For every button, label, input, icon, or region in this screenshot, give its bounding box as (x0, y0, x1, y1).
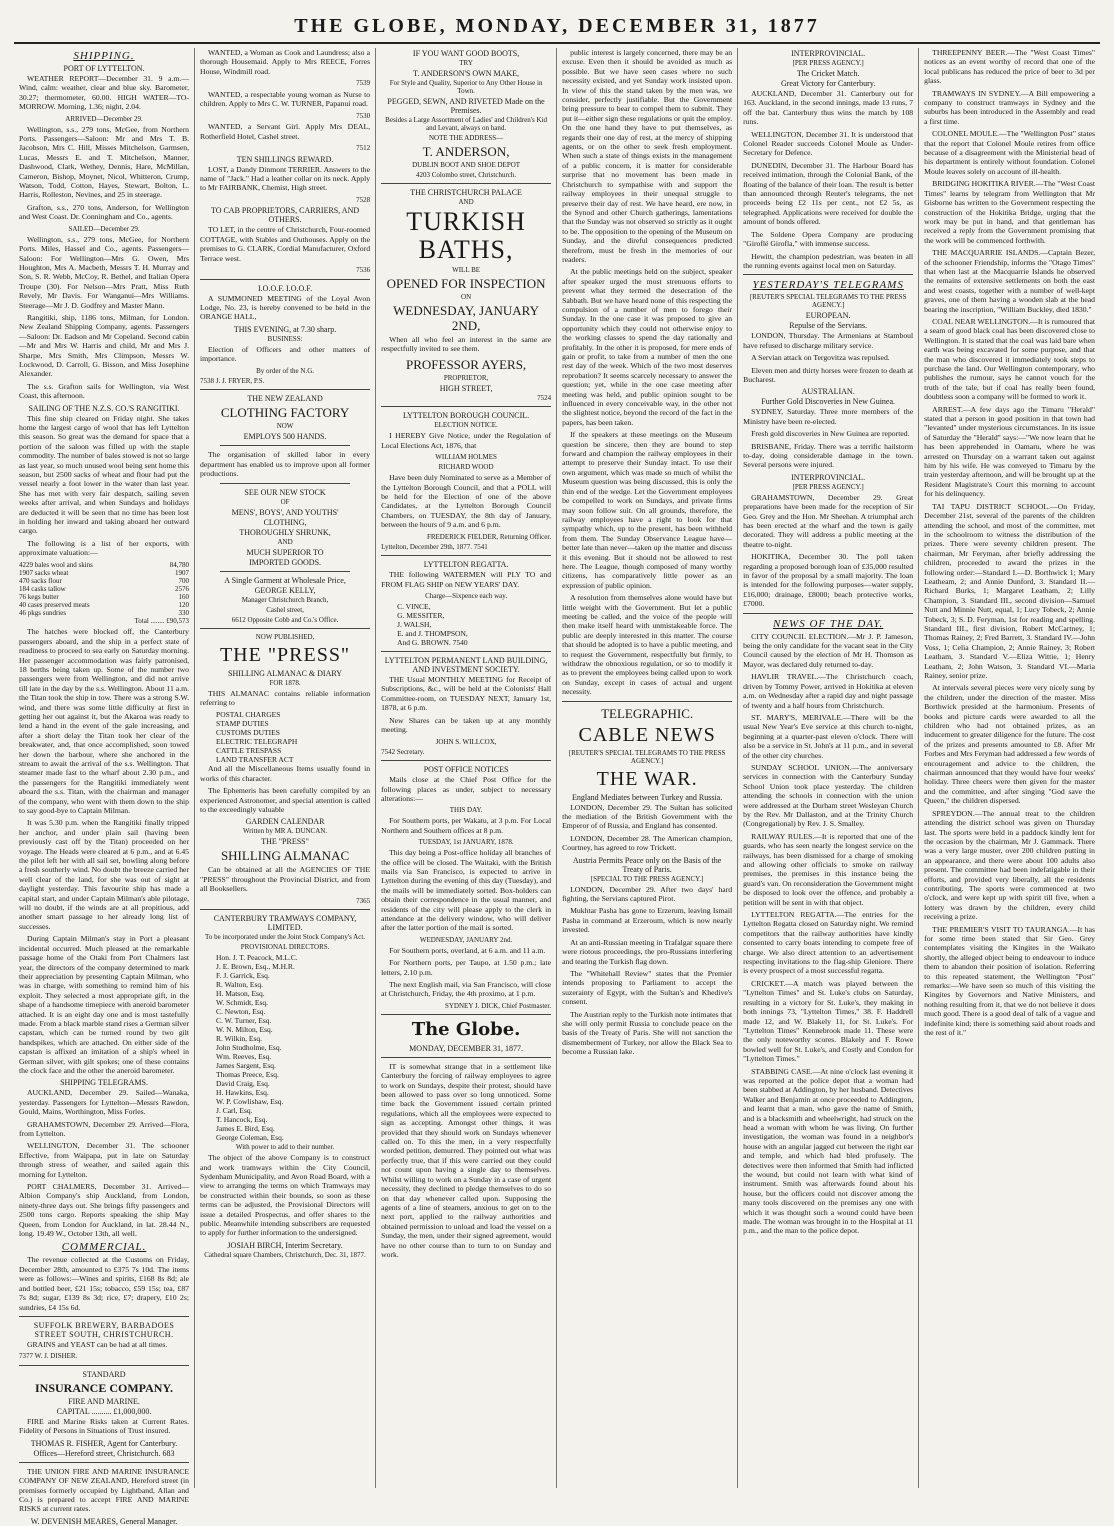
news-para: SYDNEY, Saturday. Three more members of the Ministry have been re-elected. (743, 407, 914, 426)
post-office-para: For Southern ports, overland, at 6 a.m. and 11 a.m. (389, 945, 546, 955)
post-office-para: Mails close at the Chief Post Office for the following places as under, subject to necessary alterations:— (381, 775, 552, 803)
post-office-sign: SYDNEY J. DICK, Chief Postmaster. (444, 1001, 552, 1010)
cargo-value: 1907 (175, 568, 190, 577)
list-item: J. WALSH, (397, 620, 432, 630)
press-ad-body: And all the Miscellaneous Items usually found in works of this character. (200, 764, 371, 783)
list-item: J. Carl, Esq. (216, 1106, 253, 1116)
list-item: ELECTRIC TELEGRAPH (216, 737, 298, 747)
table-row (19, 577, 189, 585)
baths-line: PROPRIETOR, (443, 373, 489, 382)
globe-title: The Globe. (411, 1018, 521, 1040)
news-para: AUCKLAND, December 31. Canterbury out for 163. Auckland, in the second innings, made 13 runs, 7 off the bat. Canterbury thus wins the match by 108 runs. (743, 89, 914, 127)
standard-ad-office: Offices—Hereford street, Christchurch. 683 (33, 1448, 175, 1458)
divider (562, 701, 732, 702)
news-para: SPREYDON.—The annual treat to the children attending the district school was given on Thursday last. The sports were held in a paddock kindly lent for the occasion by the chairman, Mr J. Gammack. There was a very large muster, over 200 children putting in an appearance, and there were about 100 adults also present. The committee had been indefatigable in their efforts, and provided very liberally, all the residents contributing. The sports were commenced at two o'clock, and were kept up with spirit till five, when a lottery was drawn by the children, every child receiving a prize. (924, 808, 1096, 922)
tramways-line: With power to add to their number. (235, 1143, 335, 1152)
council-title: LYTTELTON BOROUGH COUNCIL. (403, 411, 530, 421)
commercial-heading: COMMERCIAL. (61, 1241, 147, 1254)
list-item: LAND TRANSFER ACT (216, 755, 294, 765)
cargo-item: 470 sacks flour (19, 576, 62, 585)
list-item: W. Schmidt, Esq. (216, 998, 269, 1008)
cargo-value: 120 (178, 600, 190, 609)
press-ad-line: GARDEN CALENDAR (245, 817, 325, 827)
list-item: H. Hawkins, Esq. (216, 1088, 269, 1098)
boot-ad-line: PEGGED, SEWN, AND RIVETED Made on the Premises. (387, 97, 545, 115)
post-office-para: The next English mail, via San Francisco, will close at Christchurch, Friday, the 4th proximo, at 1 p.m. (381, 980, 552, 999)
list-item: George Coleman, Esq. (216, 1133, 284, 1143)
agency-note: [PER PRESS AGENCY.] (792, 59, 864, 67)
ad-number: 7528 (356, 195, 371, 204)
news-para: At intervals several pieces were very nicely sung by the children, under the direction of the master. Miss Borthwick presided at the harmonium. Presents of books and picture cards were awarded to all the children who had not obtained prizes, as an inducement to greater diligence for the future. The cost of the prizes and presents amounted to £8. After Mr Forbes and Mrs Feryman had addressed a few words of encouragement and advice to the children, the chairman announced that they would have four weeks' holiday. Three cheers were then given for the master and the committee, and after singing "God save the Queen," the children dispersed. (924, 683, 1096, 806)
gold-heading: Further Gold Discoveries in New Guinea. (761, 397, 896, 407)
weather-report: WEATHER REPORT—December 31. 9 a.m.—Wind, calm: weather, clear and blue sky. Barometer, 30.27; thermometer, 60.00. HIGH WATER—TO-MORROW. Morning, 1.36; night, 2.04. (19, 74, 190, 112)
boot-ad-line: For Style and Quality, Superior to Any Other House in Town. (389, 79, 543, 95)
clothing-line: SEE OUR NEW STOCK (244, 487, 326, 497)
boot-ad-line: TRY (459, 59, 473, 67)
telegram-para: Mukhtar Pasha has gone to Erzerum, leaving Ismail Pasha in command at Erzeroum, which is now nearly invested. (562, 906, 733, 935)
ad-number: 7536 (356, 266, 371, 275)
news-para: BRIDGING HOKITIKA RIVER.—The "West Coast Times" learns by telegram from Wellington that Mr Gisborne has written to the Government respecting the construction of the Hokitika Bridge, urging that the work may be put in hand, and that gentleman has received a reply from the Government promising that the work will be commenced forthwith. (924, 179, 1096, 245)
clothing-line: MENS', BOYS', AND YOUTHS' (231, 507, 339, 517)
list-item: John Studholme, Esq. (216, 1043, 282, 1053)
tramways-line: PROVISIONAL DIRECTORS. (240, 943, 330, 952)
reuters-note: [REUTER'S SPECIAL TELEGRAMS TO THE PRESS AGENCY.] (568, 748, 726, 765)
list-item: David Craig, Esq. (216, 1079, 270, 1089)
clothing-line: OF (280, 497, 290, 506)
news-para: ARREST.—A few days ago the Timaru "Herald" stated that a person in good position in that town had "levanted" under mysterious circumstances. In its issue of Saturday the "Herald" says:—"We now learn that he has been apprehended in Oamaru, where he was arrested on Thursday on a warrant taken out against him by his wife. He was conveyed to Timaru by the train yesterday afternoon, and will be brought up at the Resident Magistrate's Court this morning to account for his delinquency. (924, 404, 1096, 499)
iof-detail: Election of Officers and other matters of importance. (200, 344, 371, 364)
ad-number: 7530 (356, 111, 371, 120)
press-ad-title: SHILLING ALMANAC (220, 848, 350, 864)
news-para: THE PREMIER'S VISIT TO TAURANGA.—It has for some time been stated that Sir Geo. Grey contemplates visiting the Kingites in the Waikato shortly, the alleged object being to endeavour to induce them to abandon their position of isolation. Referring to this repeated statement, the Wellington "Post" remarks:—We have seen so much of this visiting the Kingites by Governors and Native Ministers, and nothing resulting from it, that we do not believe it does much good. There is a good deal of talk of a vague and indefinite kind; there is something said about roads and the rest of it." (924, 924, 1096, 1038)
clothing-line: MUCH SUPERIOR TO (246, 547, 324, 557)
clothing-line: 6612 Opposite Cobb and Co.'s Office. (231, 615, 339, 624)
council-body: Have been duly Nominated to serve as a Member of the Lyttelton Borough Council, and that a POLL will be held for the Election of one of the above Candidates, at the Lyttelton Borough Council Chambers, on TUESDAY, the 8th day of January, between the hours of 9 a.m. and 6 p.m. (381, 473, 552, 530)
council-candidate: WILLIAM HOLMES (435, 453, 497, 462)
directors-list (200, 953, 370, 1142)
press-ad-body: Can be obtained at all the AGENCIES OF THE "PRESS" throughout the Provincial District, and from all Booksellers. (200, 865, 371, 894)
council-line: ELECTION NOTICE. (434, 421, 498, 430)
table-row (19, 609, 189, 617)
news-para: Fresh gold discoveries in New Guinea are reported. (751, 429, 910, 439)
baths-line: WILL BE (452, 266, 481, 274)
sailed-heading: SAILED—December 29. (68, 224, 140, 233)
news-para: THE MACQUARRIE ISLANDS.—Captain Bezer, of the schooner Friendship, informs the "Otago Times" that when last at the Macquarrie Islands he observed the remains of extensive settlements on both the east and west coasts, together with a number of well-kept graves, one of them having a wooden slab at the head bearing the inscription, "William Buckley, died 1830." (924, 248, 1096, 314)
iof-time: THIS EVENING, at 7.30 sharp. (233, 324, 337, 334)
divider (381, 183, 551, 184)
divider (200, 279, 370, 280)
iof-sign: 7538 J. J. FRYER, P.S. (200, 376, 265, 385)
press-ad-body: The Ephemeris has been carefully compiled by an experienced Astronomer, and special attention is called to the exceedingly valuable (200, 786, 371, 814)
list-item: STAMP DUTIES (216, 719, 269, 729)
list-item: And G. BROWN. 7540 (397, 638, 468, 648)
baths-line: OPENED FOR INSPECTION (386, 276, 546, 291)
table-row (19, 569, 189, 577)
list-item: CUSTOMS DUTIES (216, 728, 280, 738)
columns (14, 48, 1100, 1526)
divider (19, 1316, 189, 1317)
war-subheading: Austria Permits Peace only on the Basis of the Treaty of Paris. (572, 855, 722, 874)
table-row (19, 585, 189, 593)
telegraphic-heading: TELEGRAPHIC. (601, 705, 694, 721)
clothing-line: THE NEW ZEALAND (247, 394, 323, 404)
table-row (19, 593, 189, 601)
divider (220, 571, 350, 572)
list-item: Wm. Reeves, Esq. (216, 1052, 272, 1062)
boot-ad-line: NOTE THE ADDRESS— (429, 134, 504, 142)
editorial-para: At the public meetings held on the subject, speaker after speaker urged the most strenuous efforts to prevent what they termed the desecration of the Sabbath. But we have heard none of this respecting the compulsion of a number of men to forego their Sunday. In the one case it was proposed to give an opportunity which they could not otherwise enjoy to the working classes to spend the day rationally and profitably. In the other it is proposed, for mere ends of gain or profit, to take from a number of men the one rest day of the week. Which of the two most deserves reprobation? It seems scarcely necessary to answer the question; yet, while in the one case meeting after meeting was held, and public opinion sought to be influenced in every conceivable way, in the other not the slightest notice, beyond the record of the fact in the papers, has been taken. (562, 267, 733, 427)
suffolk-ad-sign: 7377 W. J. DISHER. (19, 1352, 78, 1361)
classified-ad: WANTED, a Woman as Cook and Laundress; also a thorough Housemaid. Apply to Mrs REECE, Forres House, Windmill road. (200, 48, 371, 76)
australian-heading: AUSTRALIAN. (801, 387, 855, 397)
agency-note: [SPECIAL TO THE PRESS AGENCY.] (590, 874, 704, 883)
clothing-line: Manager Christchurch Branch, (241, 595, 329, 604)
press-ad-title: THE "PRESS" (219, 643, 351, 666)
cab-ad: TO LET, in the centre of Christchurch, Four-roomed COTTAGE, with Stables and Outhouses. Apply on the premises to G. CLARK, Cordial Manufacturer, Oxford Terrace west. (200, 225, 371, 263)
tramways-sign: JOSIAH BIRCH, Interim Secretary. (227, 1240, 343, 1250)
shipping-para: Wellington, s.s., 279 tons, McGee, for Northern Ports. Miles, Hassel and Co., agents. Passengers—Saloon: For Wellington—Mrs G. Owen, Mrs Houghton, Mrs A. Macbeth, Messrs T. H. Murray and Son, S. R. Webb, McCoy, R. Bethel, and Italian Opera Troupe (30). For Nelson—Mrs Pratt, Miss Ruth Revely, Mr Davis. For Wanganui—Mrs Williams. Steerage—Mr J. D. Godfrey and Master Mann. (19, 234, 190, 310)
shipping-para: Rangitiki, ship, 1186 tons, Milman, for London. New Zealand Shipping Company, agents. Passengers—Saloon: Dr. Eadson and Mr Copeland. Second cabin—Mr and Mrs W. Harris and child, Mr and Mrs J. Sharpe, Mrs Smith, Mrs Climpson, Messrs W. Lockwood, D. Carroll, G. Bisson, and Miss Josephine Alexander. (19, 312, 190, 379)
standard-ad-3: FIRE AND MARINE. (68, 1396, 140, 1406)
iof-order: By order of the N.G. (256, 366, 315, 375)
shipping-telegrams-heading: SHIPPING TELEGRAMS. (60, 1078, 148, 1088)
article-para: This fine ship cleared on Friday night. She takes home the largest cargo of wool that has left Lyttelton this season. So great was the demand for space that a portion of the saloon was filled up with the staple commodity. The number of bales stowed is not so large as last year, so much unused wool being sent home this season, but 2500 sacks of wheat and flour had put the vessel nearly a foot lower in the water than last year. She has met with very fair despatch, sailing seven weeks after arrival, and when Sundays and holidays are deducted it will be seen that no time has been lost in holding her inward and taking aboard her outward cargo. (19, 413, 190, 536)
baths-body: When all who feel an interest in the same are respectfully invited to see them. (381, 335, 552, 354)
divider (743, 274, 913, 275)
regatta-title: LYTTELTON REGATTA. (423, 560, 509, 570)
news-para: TRAMWAYS IN SYDNEY.—A Bill empowering a company to construct tramways in Sydney and the suburbs has been introduced in the Assembly and read a first time. (924, 88, 1096, 126)
divider (381, 406, 551, 407)
agency-note: [PER PRESS AGENCY.] (792, 482, 864, 491)
divider (381, 1057, 551, 1058)
list-item: CATTLE TRESPASS (216, 746, 282, 756)
news-para: RAILWAY RULES.—It is reported that one of the guards, who has seen nearly the longest service on the railways, has been dismissed for a charge of smoking and allowing other officials to smoke on railway premises, the premises in this instance being the guard's van. On reconsideration the Government might be disposed to look over the offence, and probably a petition will be sent in with that object. (743, 831, 914, 907)
servians-heading: Repulse of the Servians. (789, 321, 868, 331)
boot-ad-title: T. ANDERSON, (422, 144, 510, 159)
news-para: SUNDAY SCHOOL UNION.—The anniversary services in connection with the Canterbury Sunday School Union took place yesterday. The children attending the schools in connection with the union were addressed at the Durham street Wesleyan Church by the Rev. Mr Dallaston, and at the Trinity Church (Congregational) by Rev. J. S. Smalley. (743, 762, 914, 829)
article-para: During Captain Milman's stay in Port a pleasant incidental occurred. Much pleased at the remarkable passage home of the Otaki from Port Chalmers last year, the directors of the company determined to mark their appreciation by presenting Captain Milman, who was in charge, with something to remind him of his exploit. They selected a most appropriate gift, in the shape of a handsome timepiece with aneroid barometer attached. It is an eight day one and is most tastefully made. From a black marble stand rises a German silver capstan, which can be turned round by two gilt handspikes, which are attached. On either side of the capstan is affixed an imitation of a ship's wheel in German silver, with gilt spokes; one of these contains the clock face and the other the aneroid barometer. (19, 934, 190, 1075)
ad-number: 7365 (356, 896, 371, 905)
baths-proprietor: PROFESSOR AYERS, (405, 356, 527, 372)
article-para: It was 5.30 p.m. when the Rangitiki finally tripped her anchor, and under plain sail (having been previously cast off by the Titan) proceeded on her voyage. The Heads were cleared at 6 p.m., and at 6.45 the pilot left her with all sail set, bowling along before a fresh southerly wind. No doubt the breeze carried her well clear of the land, for she was out of sight at daylight yesterday. This favourite ship has made a capital start, and under Captain Milman's able pilotage, will no doubt, if the winds are at all propitious, add another smart passage to her already long list of successes. (19, 818, 190, 931)
list-item: James E. Bird, Esq. (216, 1124, 275, 1134)
telegram-para: The Austrian reply to the Turkish note intimates that she will only permit Russia to conclude peace on the basis of the Treaty of Paris. She will not sanction the dismemberment of Turkey, nor allow the Black Sea to become a Russian lake. (562, 1009, 733, 1057)
column-2 (195, 48, 376, 1488)
clothing-title: CLOTHING FACTORY (220, 405, 350, 421)
baths-title: TURKISH BATHS, (406, 207, 526, 264)
shipping-para: Wellington, s.s., 279 tons, McGee, from Northern Ports. Passengers—Saloon: Mr and Mrs T. B. Jacobson, Mrs C. Hill, Misses Mitchelson, Garmsen, Lucas, Messrs E. and T. Mitchelson, Manner, Dashwood, Clark, Wethey, Dennis, Hare, McMillan, Cameron, Bishop, Moynet, Nicol, Whitteron, Crump, Watson, Todd, Cotton, Hayes, Stewart, Bolton, L. Harris, Rolleston, Nevines, and 25 in steerage. (19, 124, 190, 200)
news-para: STABBING CASE.—At nine o'clock last evening it was reported at the police depot that a woman had been stabbed at Addington, by her husband. Detectives Walker and Benjamin at once proceeded to Addington, and learnt that a man, who gave the name of Smith, and is a blacksmith and wheelwright, had struck on the head a woman with whom he was living. On further investigation, the woman was found in a neighbor's house with an angular jagged cut between the right ear and temple, and which had bled profusely. The detectives were then informed that Smith had inflicted the wound, but could not learn with what kind of instrument. Smith was afterwards found about his house, but the officers could not discover among the many tools discovered on the premises any one with which it was thought such a wound could have been made. The woman was brought in to the Hospital at 11 p.m., and the man to the police depot. (743, 1066, 914, 1236)
boot-ad-line: T. ANDERSON'S OWN MAKE, (413, 69, 520, 78)
news-para: HAVLIR TRAVEL.—The Christchurch coach, driven by Tommy Power, arrived in Hokitika at eleven a.m. on Wednesday after a rapid day and night passage of twenty and a half hours from Christchurch. (743, 672, 914, 710)
news-para: CRICKET.—A match was played between the "Lyttelton Times" and St. Luke's clubs on Saturday, resulting in a victory for St. Luke's, they making in both innings 73, "Lyttelton Times," 38. F. Haddrell made 12, and W. Blakely 11, for St. Luke's. For "Lyttelton Times" Kennebrook made 11. These were the only noteworthy scores. Blakely and F. Rowe bowled well for St. Luke's, and Costly and Condon for "Lyttelton Times." (743, 978, 914, 1064)
list-item: C. VINCE, (397, 602, 431, 612)
divider (220, 445, 350, 446)
cab-heading: TO CAB PROPRIETORS, CARRIERS, AND OTHERS. (210, 206, 360, 225)
european-heading: EUROPEAN. (805, 311, 851, 321)
shipping-para: Grafton, s.s., 270 tons, Anderson, for Wellington and West Coast. Dr. Conningham and Co., agents. (19, 202, 190, 222)
news-para: CITY COUNCIL ELECTION.—Mr J. P. Jameson, being the only candidate for the vacant seat in the City Council caused by the election of Mr H. Thomson as Mayor, was declared duly returned to-day. (743, 631, 914, 669)
telegram-para: WELLINGTON, December 31. The schooner Effective, from Waipapa, put in late on Saturday through stress of weather, and sailed again this morning for Lyttelton. (19, 1141, 190, 1179)
cricket-heading: The Cricket Match. (796, 69, 860, 78)
divider (220, 483, 350, 484)
news-para: HOKITIKA, December 30. The poll taken regarding a proposed borough loan of £35,000 resulted in favor of the proposal by a small majority. The loan is intended for the following purposes—water supply, £16,000; drainage, £8000; beach protective works, £7000. (743, 552, 914, 609)
table-row (19, 561, 189, 569)
telegram-para: AUCKLAND, December 29. Sailed—Wanaka, yesterday. Passengers for Lyttelton—Messrs Rawdon, Gould, Mains, Worthington, Miss Forles. (19, 1088, 190, 1117)
rangitiki-heading: SAILING OF THE N.Z.S. CO.'S RANGITIKI. (28, 403, 180, 413)
list-item: Thomas Preece, Esq. (216, 1070, 279, 1080)
divider (743, 613, 913, 614)
reward-ad: LOST, a Dandy Dinmont TERRIER. Answers to the name of "Jack." Had a leather collar on its neck. Apply to Mr FAIRBANK, Chemist, High street. (200, 164, 371, 193)
telegram-para: At an anti-Russian meeting in Trafalgar square there were riotous proceedings, the pro-Russians interfering and tearing the Turkish flag down. (562, 937, 733, 966)
clothing-line: Cashel street, (266, 605, 304, 614)
cargo-value: 84,780 (169, 560, 190, 569)
interprovincial-heading: INTERPROVINCIAL. (791, 49, 866, 58)
baths-line: HIGH STREET, (439, 383, 493, 393)
union-ad-sign: W. DEVENISH MEARES, General Manager. (30, 1516, 178, 1526)
telegram-para: GRAHAMSTOWN, December 29. Arrived—Flora, from Lyttelton. (19, 1119, 190, 1138)
list-item: Hon. J. T. Peacock, M.L.C. (216, 953, 298, 963)
baths-line: WEDNESDAY, JANUARY 2ND, (393, 303, 540, 333)
council-date: Lyttelton, December 29th, 1877. 7541 (381, 542, 488, 551)
cable-news-heading: CABLE NEWS (578, 723, 716, 746)
war-heading: THE WAR. (596, 767, 698, 790)
clothing-line: THOROUGHLY SHRUNK, (239, 527, 331, 537)
list-item: C. W. Turner, Esq. (216, 1016, 272, 1026)
shipping-heading: SHIPPING. (73, 50, 135, 62)
society-title: LYTTELTON PERMANENT LAND BUILDING, AND INVESTMENT SOCIETY. (384, 656, 548, 675)
cargo-value: 330 (178, 608, 190, 617)
tramways-line: To be incorporated under the Joint Stock Company's Act. (205, 933, 366, 942)
list-item: F. J. Garrick, Esq. (216, 971, 270, 981)
standard-ad-capital: CAPITAL .......... £1,000,000. (56, 1406, 152, 1416)
list-item: E. and J. THOMPSON, (397, 629, 468, 639)
post-office-day: TUESDAY, 1st JANUARY, 1878. (418, 838, 514, 847)
divider (381, 651, 551, 652)
shipping-para: The s.s. Grafton sails for Wellington, via West Coast, this afternoon. (19, 381, 190, 401)
society-sign: 7542 Secretary. (381, 747, 425, 756)
divider (381, 760, 551, 761)
column-1 (14, 48, 195, 1526)
news-of-the-day-heading: NEWS OF THE DAY. (772, 617, 884, 630)
cricket-subheading: Great Victory for Canterbury. (780, 79, 876, 88)
list-item: G. MESSITER, (397, 611, 445, 621)
list-item: C. Newton, Esq. (216, 1007, 266, 1017)
editorial-para: A resolution from themselves alone would have but little weight with the Government. But let a public meeting be called, and the voice of the people will then make itself heard with unmistakeable force. The public are deeply interested in this matter. The course that should be adopted is to have a public meeting, and to request the Government, respectfully but firmly, to withdraw the obnoxious regulation, or so to modify it as to prevent the employees being called upon to work on Sunday, except in cases of actual and urgent necessity. (562, 593, 733, 697)
cargo-item: 40 cases preserved meats (19, 600, 90, 609)
news-para: BRISBANE, Friday. There was a terrific hailstorm to-day, doing considerable damage in the town. Several persons were injured. (743, 441, 914, 470)
news-para: ST. MARY'S, MERIVALE.—There will be the usual New Year's Eve service at this church to-night, beginning at a quarter-past eleven o'clock. There will also be a service in St. John's at 11 p.m., and in several of the other city churches. (743, 712, 914, 760)
clothing-line: NOW (276, 422, 294, 431)
divider (19, 1365, 189, 1366)
press-ad-body: THIS ALMANAC contains reliable information referring to (200, 688, 371, 707)
cargo-value: 2576 (175, 584, 190, 593)
clothing-line: EMPLOYS 500 HANDS. (243, 432, 327, 442)
telegram-para: PORT CHALMERS, December 31. Arrived—Albion Company's ship Auckland, from London, ninety-three days out. She brings fifty passengers and 2500 tons cargo. Reports speaking the ship May Queen, from London for Auckland, in lat. 28.44 N., long. 19.49 W., October 13th, all well. (19, 1182, 190, 1239)
list-item: T. Hancock, Esq. (216, 1115, 268, 1125)
war-subheading: England Mediates between Turkey and Russia. (572, 792, 723, 802)
list-item: R. Walton, Esq. (216, 980, 263, 990)
standard-ad-body: FIRE and Marine Risks taken at Current Rates. Fidelity of Persons in Situations of Trust insured. (19, 1416, 190, 1436)
regatta-body: THE following WATERMEN will PLY TO and FROM FLAG SHIP on NEW YEARS' DAY. (381, 570, 552, 589)
boot-ad-line: 4203 Colombo street, Christchurch. (416, 171, 517, 179)
news-para: GRAHAMSTOWN, December 29. Great preparations have been made for the reception of Sir Geo. Grey and the Hon. Mr Sheehan. A triumphal arch has been erected at the wharf and the town is gaily decorated. They will address a public meeting at the theatre to-night. (743, 492, 914, 549)
boot-ad-line: DUBLIN BOOT AND SHOE DEPOT (412, 161, 521, 169)
list-item: R. Wilkin, Esq. (216, 1034, 263, 1044)
clothing-line: AND (277, 537, 293, 546)
standard-ad-1: STANDARD (82, 1369, 126, 1379)
classified-ad: WANTED, a Servant Girl. Apply Mrs DEAL, Rotherfield Hotel, Cashel street. (200, 122, 371, 141)
iof-heading: I.O.O.F. I.O.O.F. (258, 283, 313, 293)
article-para: The hatches were blocked off, the Canterbury passengers aboard, and the ship in a perfect state of readiness to proceed to sea early on Saturday morning. Her passenger accommodation was fairly patronised, 18 berths being taken up. Some of the number two passengers were from Wellington, and did not arrive till late in the day by the s.s. Wellington. About 11 a.m. the Titan took the ship in tow. There was a strong S.W. wind, and there was some little difficulty at first in getting her out against it, but the Akaroa was ready to lend a hand in the event of the gale increasing, and after a short delay the Titan took her clear of the breakwater, and, that once accomplished, soon towed her down the harbour, where she anchored in the stream to await the arrival of the s.s. Wellington. That steamer made fast to the wharf about 2.30 p.m., and the passengers for the Rangitiki immediately went aboard the s.s. Titan, with the chairman and manager of the company, who went with them down to the ship to say good-bye to Captain Milman. (19, 627, 190, 815)
regatta-charge: Charge—Sixpence each way. (425, 592, 508, 601)
clothing-line: IMPORTED GOODS. (249, 557, 322, 567)
baths-line: AND (458, 198, 474, 206)
divider (381, 555, 551, 556)
reuters-note: [REUTER'S SPECIAL TELEGRAMS TO THE PRESS AGENCY.] (749, 293, 907, 310)
column-4 (557, 48, 738, 1488)
list-item: James Sargent, Esq. (216, 1061, 276, 1071)
news-para: DUNEDIN, December 31. The Harbour Board has received intimation, through the Colonial Bank, of the floating of the balance of their loan. The result is better than announced through Reuter's telegrams, the net proceeds being £2 11s per cent., not £2 5s, as telegraphed. Applications were received for double the amount of bonds offered. (743, 160, 914, 227)
clothing-line: CLOTHING, (263, 517, 307, 527)
baths-line: THE CHRISTCHURCH PALACE (410, 188, 522, 197)
cargo-item: 46 pkgs sundries (19, 608, 67, 617)
divider (381, 1014, 551, 1015)
telegram-para: LONDON, December 28. The American champion, Courtney, has agreed to row Trickett. (562, 833, 733, 853)
editorial-para: IT is somewhat strange that in a settlement like Canterbury the forcing of railway employees to agree to work on Sundays, despite their protest, should have been allowed to pass over so long unnoticed. Some time back the Government issued certain printed regulations, which all the employees were expected to sign as accepting. Amongst other things, it was provided that they should work on Sundays whenever called on. To this the men, in a very respectfully worded petition, demurred. They pointed out what was perfectly true, that if this were carried out they could not count upon having a single day to themselves. Whilst willing to work on a Sunday in a case of urgent necessity, they declined to pledge themselves to do so on that day whenever called upon. Supposing the agents of a line of steamers, anxious to get on to the next port, applied to the railway authorities and obtained permission to unload and load the vessel on a Sunday, the men, under their signed agreement, would have no other course than to turn to on Sunday and work. (381, 1061, 552, 1259)
council-candidate: RICHARD WOOD (438, 463, 494, 472)
boot-ad-line: Besides a Large Assortment of Ladies' and Children's Kid and Levant, always on hand. (385, 116, 547, 132)
post-office-para: This day being a Post-office holiday all branches of the office will be closed. The Waitaki, with the British mails via San Francisco, is expected to arrive in Lyttelton during the evening of this day (Tuesday), and the mails will be immediately sorted. Box-holders can obtain their correspondence in the usual manner, and residents of the city will please apply to the clerk in attendance at the delivery window, who will deliver after the latter portion of the mail is sorted. (381, 848, 552, 933)
classified-ad: WANTED, a respectable young woman as Nurse to children. Apply to Mrs C. W. TURNER, Papanui road. (200, 89, 371, 109)
news-para: TAI TAPU DISTRICT SCHOOL.—On Friday, December 21st, several of the parents of the children attending the school, and most of the committee, met in the schoolroom to witness the distribution of the prizes. There were seventy children present. The chairman, Mr Feryman, after briefly addressing the children, proceeded to award the prizes in the following order:—Standard I.—D. Borthwick 1; Mary Leatheam, 2; and Annie Dunford, 3. Standard II.—Richard Burks, 1; Margaret Leatham, 2; Lilly Champion, 3. Standard III., second division—Samuel Nutt and Minnie Nutt, equal, 1; Lucy Tobeck, 2; Annie Tobeck, 3; S. D. Feryman, 1st for reading and spelling. Standard III., first division, Robert McCartney, 1; Thomas Rainey, 2; Fred Barrett, 3. Standard IV.—John Voss, 1; Celia Champion, 2; Annie Rainey, 3; Robert Leatham, 3. Standard V.—Eliza Wittie, 1; Henry Leatham, 2; John Watson, 3. Standard VI.—Maria Rainey, senior prize. (924, 501, 1096, 680)
news-para: COLONEL MOULE.—The "Wellington Post" states that the report that Colonel Moule retires from office because of a disagreement with the Ministerial head of his department is entirely without foundation. Colonel Moule leaves solely on account of ill-health. (924, 129, 1096, 176)
press-ad-line: Written by MR A. DUNCAN. (242, 827, 328, 836)
baths-line: ON (461, 293, 472, 301)
post-office-para: For Northern ports, per Taupo, at 1.50 p.m.; late letters, 2.10 p.m. (381, 958, 552, 977)
cargo-item: 184 casks tallow (19, 584, 66, 593)
divider (200, 909, 370, 910)
tramways-sign: Cathedral square Chambers, Christchurch, Dec. 31, 1877. (204, 1250, 366, 1259)
news-para: LYTTELTON REGATTA.—The entries for the Lyttelton Regatta closed on Saturday night. We remind competitors that the railway authorities have kindly consented to carry boats intending to compete free of charge. We also direct attention to an advertisement respecting invitations to the flag-ship Gleniore. There is every prospect of a most successful regatta. (743, 910, 914, 976)
list-item: W. N. Milton, Esq. (216, 1025, 273, 1035)
watermen-list (381, 602, 551, 647)
ad-number: 7524 (537, 393, 552, 402)
column-6 (919, 48, 1100, 1488)
article-para: The following is a list of her exports, with approximate valuation:— (19, 538, 190, 558)
suffolk-ad-subtitle: STREET SOUTH, CHRISTCHURCH. (34, 1330, 174, 1340)
suffolk-ad-body: GRAINS and YEAST can be had at all times. (27, 1339, 168, 1349)
reward-heading: TEN SHILLINGS REWARD. (236, 154, 334, 164)
arrived-heading: ARRIVED—December 29. (65, 114, 143, 123)
cargo-value: 160 (178, 592, 190, 601)
iof-business: BUSINESS: (267, 334, 303, 343)
press-ad-line: SHILLING ALMANAC & DIARY (228, 668, 343, 678)
commercial-para: The revenue collected at the Customs on Friday, December 28th, amounted to £375 7s 10d. The items were as follows:—Wines and spirits, £168 8s 8d; ale and bottled beer, £21 15s; tobacco, £59 15s; tea, £87 7s 8d; sugar, £139 8s 3d; rice, £7; drapery, £10 2s; sundries, £4 15s 6d. (19, 1255, 190, 1312)
standard-ad-agent: THOMAS R. FISHER, Agent for Canterbury. (30, 1438, 178, 1448)
council-sign: FREDERICK FIELDER, Returning Officer. (426, 532, 552, 541)
boot-ad-line: IF YOU WANT GOOD BOOTS, (412, 49, 520, 58)
cargo-item: 76 kegs butter (19, 592, 59, 601)
society-body: New Shares can be taken up at any monthly meeting. (381, 715, 552, 735)
ad-number: 7539 (356, 79, 371, 88)
news-para: A Servian attack on Tergovitza was repulsed. (751, 353, 890, 363)
news-para: COAL NEAR WELLINGTON.—It is rumoured that a seam of good black coal has been discovered close to Wellington. It is stated that the coal was laid bare when earth was being excavated for some purpose, and that the man who discovered it immediately took steps to purchase the land. Our Wellington contemporary, who publishes the rumour, says he cannot vouch for the truth of the tale, but if coal has really been found, doubtless soon a company will be formed to work it. (924, 316, 1096, 402)
post-office-day: WEDNESDAY, JANUARY 2nd. (419, 935, 513, 944)
news-para: Eleven men and thirty horses were frozen to death at Bucharest. (743, 365, 914, 384)
masthead: THE GLOBE, MONDAY, DECEMBER 31, 1877 (294, 15, 820, 37)
society-body: THE Usual MONTHLY MEETING for Receipt of Subscriptions, &c., will be held at the Colonists' Hall Committee-room, on TUESDAY NEXT, January 1st, 1878, at 6 p.m. (381, 675, 552, 713)
interprovincial-heading: INTERPROVINCIAL. (791, 472, 866, 482)
press-ad-line: THE "PRESS" (261, 837, 309, 847)
news-para: THREEPENNY BEER.—The "West Coast Times" notices as an event worthy of record that one of the local publicans has reduced the price of beer to 3d per glass. (924, 48, 1096, 86)
list-item: J. E. Brown, Esq., M.H.R. (216, 962, 295, 972)
clothing-line: A Single Garment at Wholesale Price, (224, 575, 346, 585)
cargo-table (19, 561, 189, 617)
list-item: POSTAL CHARGES (216, 710, 281, 720)
union-ad-body: THE UNION FIRE AND MARINE INSURANCE COMPANY OF NEW ZEALAND, Hereford street (in premises formerly occupied by Lightband, Allan and Co.) is prepared to accept FIRE AND MARINE RISKS at current rates. (19, 1466, 190, 1514)
ad-number: 7512 (356, 144, 371, 153)
news-para: Hewitt, the champion pedestrian, was beaten in all the running events against local men on Saturday. (743, 251, 914, 270)
standard-ad-title: INSURANCE COMPANY. (35, 1380, 174, 1395)
telegram-para: LONDON, December 29. The Sultan has solicited the mediation of the British Government with the Emperor of of Russia, and England has consented. (562, 802, 733, 831)
divider (200, 628, 370, 629)
yesterdays-telegrams-heading: YESTERDAY'S TELEGRAMS (752, 279, 904, 292)
editorial-para: If the speakers at these meetings on the Museum question be sincere, then they are bound to step forward and champion the railway employees in their attempt to preserve their Sunday intact. To use their own argument, which was made so much of whilst the Museum question was being discussed, this is only the thin end of the wedge. Let the Government employees be compelled to work on Sundays, and private firms may soon follow suit. On all grounds, therefore, the railway employees have a right to look for that sympathy which, up to the present, has been withheld from them. The Sunday Observance League have—better late than never—taken up the matter and discuss it this evening. But it should not be allowed to rest here. The League, though composed of many worthy citizens, has comparatively little power as an expression of public opinion. (562, 430, 733, 590)
table-row (19, 601, 189, 609)
press-ad-list (200, 710, 370, 764)
cargo-item: 1907 sacks wheat (19, 568, 69, 577)
iof-body: A SUMMONED MEETING of the Loyal Avon Lodge, No. 23, is hereby convened to be held in the ORANGE HALL, (200, 293, 371, 322)
post-office-day: THIS DAY. (449, 806, 483, 815)
tramways-body: The object of the above Company is to construct and work tramways within the City Council, Sydenham Municipality, and Avon Road Board, with a view to arranging the terms on which Tramways may be constructed within their bounds, so soon as these terms can be adjusted, the Provisional Directors will issue a detailed Prospectus, and offer shares to the public. Meanwhile intending subscribers are requested to apply for further information to the undersigned. (200, 1153, 371, 1238)
editorial-para: public interest is largely concerned, there may be an excuse. Even then it should be avoided as much as possible. But we have seen cases where no such necessity existed, and yet Sunday work insisted upon. In view of this the stand taken by the men was, we consider, perfectly justifiable. But the Government bring pressure to bear to compel them to submit. They put it—either sign these regulations or quit the employ. On the one hand they have to put themselves, as regards their one day of rest, at the mercy of shipping agents, or on the other to seek fresh employment. When such a state of things exists in the management of a public concern, it is matter for considerable surprise that no movement has been made in Christchurch to sympathise with and support the railway employees in their unequal struggle to preserve their day of rest. We have heard, ere now, in the Synod and other Church gatherings, lamentations that the Sunday was not observed so strictly as it ought to be. The opposition to the opening of the Museum on Sunday, and the direful consequences predicted therefrom, must be fresh in the memories of our readers. (562, 48, 733, 264)
editorial-date: MONDAY, DECEMBER 31, 1877. (409, 1043, 523, 1053)
society-sign: JOHN S. WILLCOX, (435, 737, 497, 746)
telegram-para: LONDON, December 29. After two days' hard fighting, the Servians captured Pirot. (562, 884, 733, 904)
post-office-para: For Southern ports, per Wakatu, at 3 p.m. For Local Northern and Southern offices at 8 p.m. (381, 816, 552, 835)
divider (200, 389, 370, 390)
list-item: H. Matson, Esq. (216, 989, 265, 999)
list-item: W. P. Cowlishaw, Esq. (216, 1097, 284, 1107)
tramways-title: CANTERBURY TRAMWAYS COMPANY, LIMITED. (213, 914, 357, 933)
port-heading: PORT OF LYTTELTON. (63, 64, 145, 73)
divider (19, 1462, 189, 1463)
news-para: WELLINGTON, December 31. It is understood that Colonel Reader succeeds Colonel Moule as Under-Secretary for Defence. (743, 129, 914, 158)
column-3 (376, 48, 557, 1488)
cargo-value: 700 (178, 576, 190, 585)
suffolk-ad-title: SUFFOLK BREWERY, BARBADOES (33, 1320, 175, 1330)
cargo-item: 4229 bales wool and skins (19, 560, 93, 569)
news-para: LONDON, Thursday. The Armenians at Stamboul have refused to discharge military service. (743, 331, 914, 350)
column-5 (738, 48, 919, 1488)
press-ad-line: FOR 1878. (269, 678, 301, 687)
news-para: The Soldene Opera Company are producing "Giroflé Girofla," with immense success. (743, 229, 914, 249)
clothing-line: GEORGE KELLY, (254, 585, 316, 595)
cargo-total: Total ........ £90,573 (134, 616, 190, 625)
council-body: I HEREBY Give Notice, under the Regulation of Local Elections Act, 1876, that (381, 431, 552, 450)
telegram-para: The "Whitehall Review" states that the Premier intends proposing to Parliament to accept the suzerainty of Egypt, with the Sultan's and Khedive's consent. (562, 968, 733, 1007)
masthead-rule (14, 42, 1100, 44)
clothing-body: The organisation of skilled labor in every department has enabled us to improve upon all former productions. (200, 450, 371, 479)
press-ad-line: NOW PUBLISHED, (255, 632, 315, 641)
post-office-title: POST OFFICE NOTICES (423, 765, 509, 775)
